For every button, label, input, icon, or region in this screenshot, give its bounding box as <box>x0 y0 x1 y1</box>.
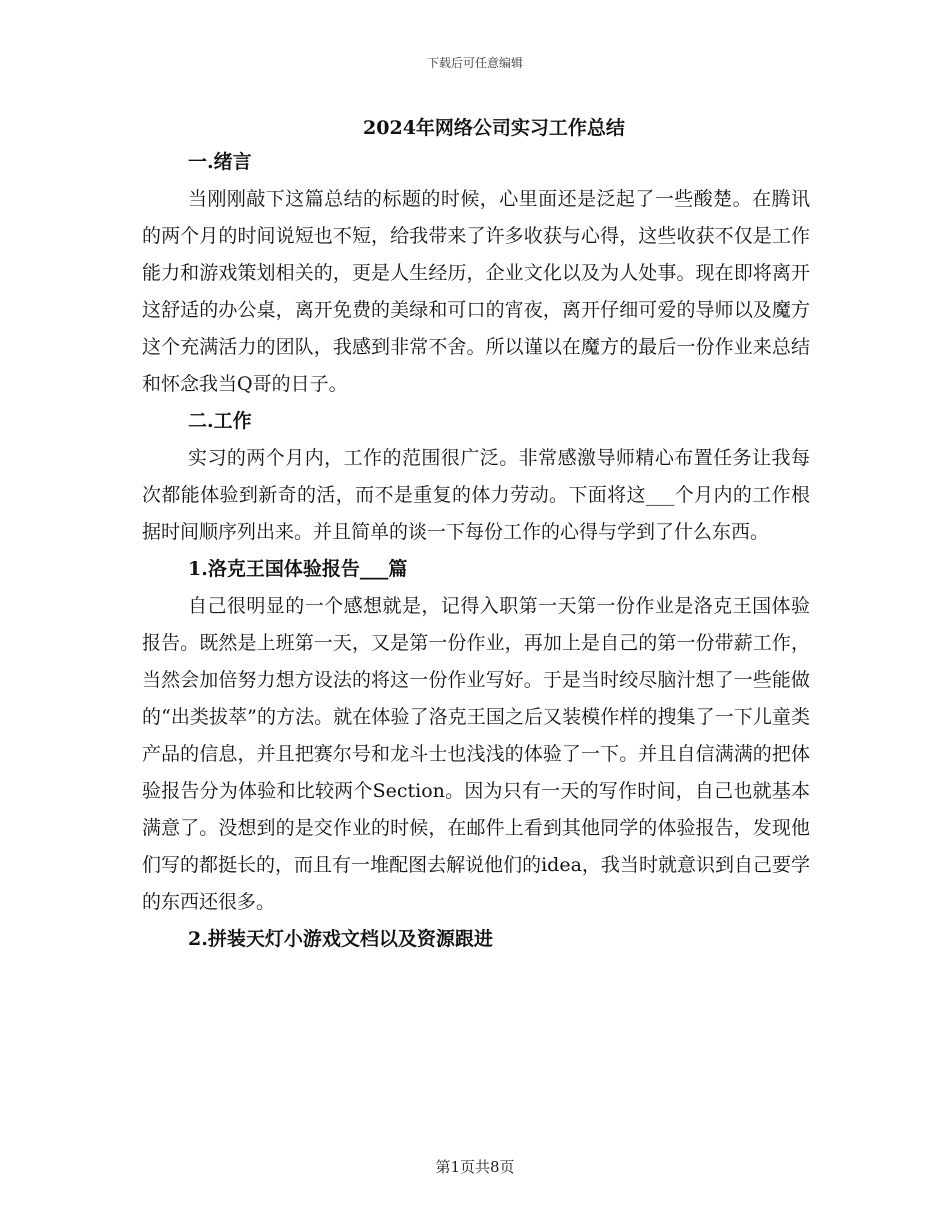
section-heading: 一.绪言 <box>188 151 252 173</box>
page-number: 第1页共8页 <box>435 1158 515 1176</box>
header-note: 下载后可任意编辑 <box>426 56 523 70</box>
document-body <box>142 112 810 958</box>
paragraph: 自己很明显的一个感想就是，记得入职第一天第一份作业是洛克王国体验报告。既然是上班第一天，又是第一份作业，再加上是自己的第一份带薪工作，当然会加倍努力想方设法的将这一份作业写好。于是当时绞尽脑汁想了一些能做的“出类拔萃”的方法。就在体验了洛克王国之后又装模作样的搜集了一下儿童类产品的信息，并且把赛尔号和龙斗士也浅浅的体验了一下。并且自信满满的把体验报告分为体验和比较两个Section。因为只有一天的写作时间，自己也就基本满意了。没想到的是交作业的时候，在邮件上看到其他同学的体验报告，发现他们写的都挺长的，而且有一堆配图去解说他们的idea，我当时就意识到自己要学的东西还很多。 <box>142 595 810 913</box>
section-heading: 1.洛克王国体验报告___篇 <box>188 558 408 580</box>
section-heading: 二.工作 <box>188 410 252 432</box>
section-heading: 2.拼装天灯小游戏文档以及资源跟进 <box>188 928 493 950</box>
paragraph: 当刚刚敲下这篇总结的标题的时候，心里面还是泛起了一些酸楚。在腾讯的两个月的时间说短也不短，给我带来了许多收获与心得，这些收获不仅是工作能力和游戏策划相关的，更是人生经历，企业文化以及为人处事。现在即将离开这舒适的办公桌，离开免费的美绿和可口的宵夜，离开仔细可爱的导师以及魔方这个充满活力的团队，我感到非常不舍。所以谨以在魔方的最后一份作业来总结和怀念我当Q哥的日子。 <box>142 188 810 395</box>
section-roco-report <box>142 551 810 921</box>
paragraph: 实习的两个月内，工作的范围很广泛。非常感激导师精心布置任务让我每次都能体验到新奇的活，而不是重复的体力劳动。下面将这___个月内的工作根据时间顺序列出来。并且简单的谈一下每份工作的心得与学到了什么东西。 <box>142 447 810 543</box>
section-intro <box>142 144 810 403</box>
document-title: 2024年网络公司实习工作总结 <box>363 117 625 139</box>
section-work <box>142 403 810 551</box>
section-lantern-game <box>142 921 810 958</box>
